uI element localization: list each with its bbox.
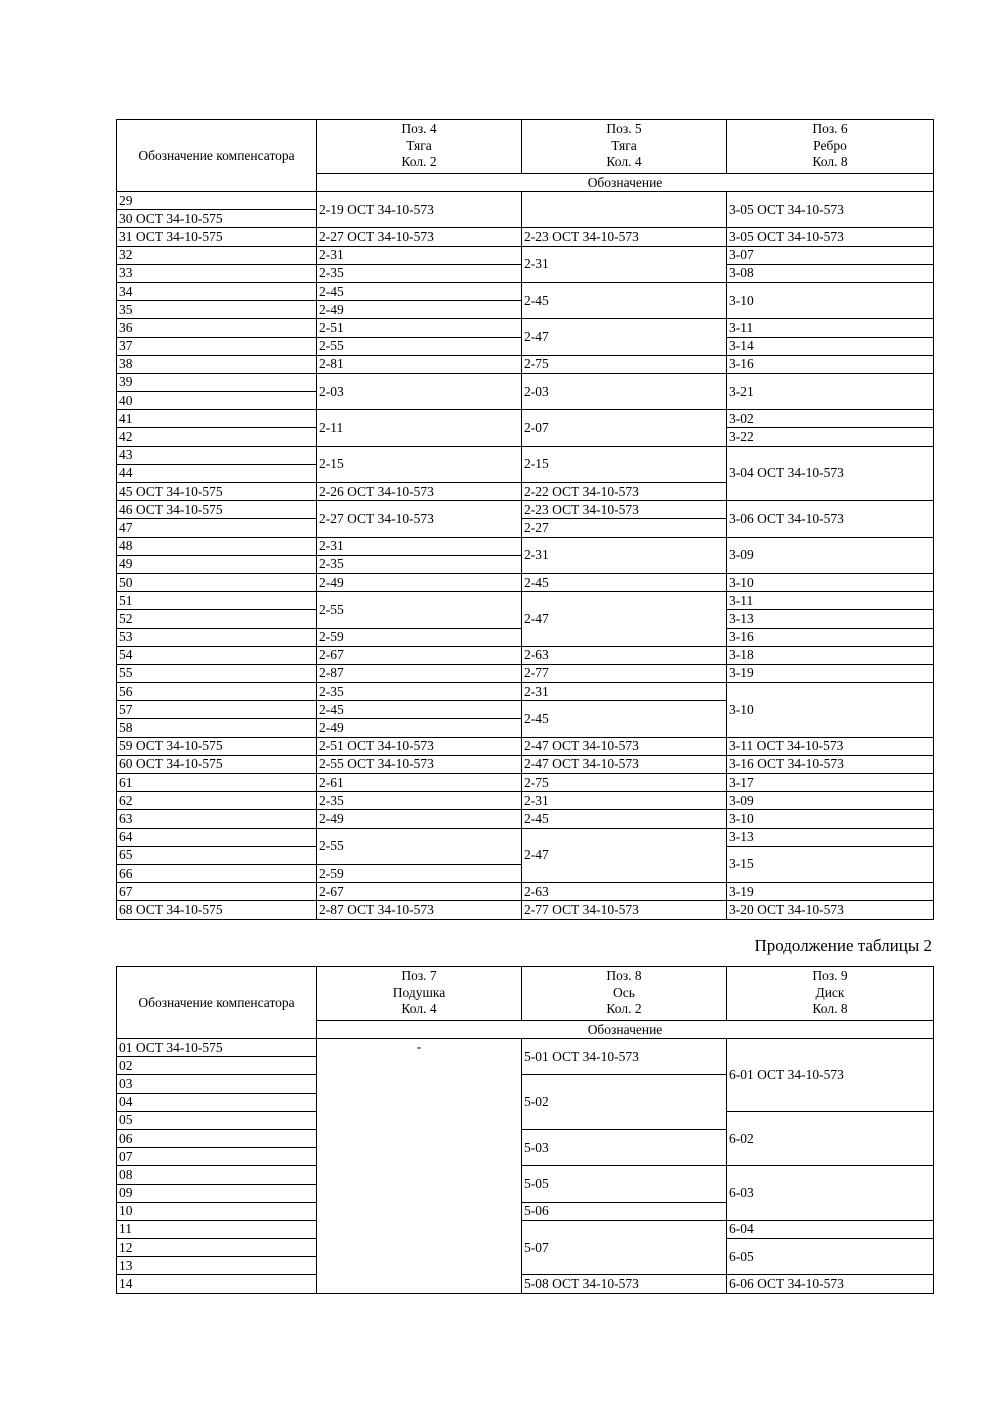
cell-pos6: 3-11: [727, 592, 934, 610]
cell-pos4: 2-49: [317, 719, 522, 737]
cell-pos5: 2-45: [522, 810, 727, 828]
row-label: 65: [117, 846, 317, 864]
cell-pos4: 2-45: [317, 282, 522, 300]
cell-pos5: 2-77 ОСТ 34-10-573: [522, 901, 727, 919]
row-label: 66: [117, 864, 317, 882]
cell-pos5: 2-47: [522, 592, 727, 647]
cell-pos4: 2-26 ОСТ 34-10-573: [317, 483, 522, 501]
cell-pos5: 2-15: [522, 446, 727, 482]
row-label: 07: [117, 1148, 317, 1166]
row-label: 60 ОСТ 34-10-575: [117, 755, 317, 773]
cell-pos4: 2-55: [317, 828, 522, 864]
row-label: 63: [117, 810, 317, 828]
row-label: 32: [117, 246, 317, 264]
row-label: 38: [117, 355, 317, 373]
table-row: [117, 446, 934, 464]
row-label: 68 ОСТ 34-10-575: [117, 901, 317, 919]
row-label: 01 ОСТ 34-10-575: [117, 1039, 317, 1057]
table-row: [117, 792, 934, 810]
row-label: 62: [117, 792, 317, 810]
cell-pos4: 2-27 ОСТ 34-10-573: [317, 501, 522, 537]
row-label: 58: [117, 719, 317, 737]
cell-pos5: 2-23 ОСТ 34-10-573: [522, 501, 727, 519]
cell-pos5: 2-45: [522, 282, 727, 318]
row-label: 50: [117, 573, 317, 591]
row-label: 02: [117, 1057, 317, 1075]
cell-pos9: 6-01 ОСТ 34-10-573: [727, 1039, 934, 1112]
table-row: [117, 1220, 934, 1238]
cell-pos8: 5-05: [522, 1166, 727, 1202]
cell-pos5: 2-31: [522, 246, 727, 282]
table-row: [117, 228, 934, 246]
table-row: [117, 883, 934, 901]
cell-pos6: 3-19: [727, 664, 934, 682]
row-label: 53: [117, 628, 317, 646]
cell-pos4: 2-31: [317, 537, 522, 555]
row-label: 45 ОСТ 34-10-575: [117, 483, 317, 501]
cell-pos5: 2-27: [522, 519, 727, 537]
cell-pos5: 2-31: [522, 537, 727, 573]
cell-pos4: 2-59: [317, 864, 522, 882]
cell-pos6: 3-09: [727, 537, 934, 573]
row-label: 11: [117, 1220, 317, 1238]
cell-pos6: 3-10: [727, 810, 934, 828]
cell-pos6: 3-10: [727, 282, 934, 318]
row-label: 41: [117, 410, 317, 428]
row-label: 44: [117, 464, 317, 482]
row-label: 35: [117, 301, 317, 319]
row-label: 14: [117, 1275, 317, 1293]
cell-pos6: 3-05 ОСТ 34-10-573: [727, 192, 934, 228]
table-row: [117, 683, 934, 701]
row-label: 39: [117, 373, 317, 391]
row-label: 61: [117, 774, 317, 792]
cell-pos6: 3-09: [727, 792, 934, 810]
table-header-row: [117, 120, 934, 174]
table-row: [117, 1166, 934, 1184]
cell-pos4: 2-87: [317, 664, 522, 682]
cell-pos6: 3-20 ОСТ 34-10-573: [727, 901, 934, 919]
table-row: [117, 373, 934, 391]
cell-pos4: 2-55: [317, 337, 522, 355]
table-row: [117, 646, 934, 664]
cell-pos4: 2-35: [317, 555, 522, 573]
pos8-header: Поз. 8 Ось Кол. 2: [522, 967, 727, 1021]
cell-pos8: 5-02: [522, 1075, 727, 1130]
row-label: 08: [117, 1166, 317, 1184]
table-row: [117, 246, 934, 264]
cell-pos4: 2-49: [317, 573, 522, 591]
table-row: [117, 410, 934, 428]
row-label: 48: [117, 537, 317, 555]
cell-pos4: 2-35: [317, 683, 522, 701]
cell-pos6: 3-06 ОСТ 34-10-573: [727, 501, 934, 537]
cell-pos6: 3-05 ОСТ 34-10-573: [727, 228, 934, 246]
cell-pos4: 2-35: [317, 792, 522, 810]
pos7-header: Поз. 7 Подушка Кол. 4: [317, 967, 522, 1021]
table-row: [117, 573, 934, 591]
row-label: 49: [117, 555, 317, 573]
cell-pos4: 2-61: [317, 774, 522, 792]
cell-pos8: 5-08 ОСТ 34-10-573: [522, 1275, 727, 1293]
cell-pos4: 2-81: [317, 355, 522, 373]
cell-pos4: 2-45: [317, 701, 522, 719]
row-label: 12: [117, 1239, 317, 1257]
cell-pos4: 2-55 ОСТ 34-10-573: [317, 755, 522, 773]
specification-table-part-2: [116, 966, 934, 1294]
row-label: 31 ОСТ 34-10-575: [117, 228, 317, 246]
row-label: 30 ОСТ 34-10-575: [117, 210, 317, 228]
cell-pos4: 2-27 ОСТ 34-10-573: [317, 228, 522, 246]
table-row: [117, 501, 934, 519]
row-label: 03: [117, 1075, 317, 1093]
cell-pos5: 2-23 ОСТ 34-10-573: [522, 228, 727, 246]
designation-header: Обозначение компенсатора: [117, 967, 317, 1039]
cell-pos5: 2-22 ОСТ 34-10-573: [522, 483, 727, 501]
cell-pos9: 6-06 ОСТ 34-10-573: [727, 1275, 934, 1293]
table-row: [117, 1275, 934, 1293]
row-label: 64: [117, 828, 317, 846]
cell-pos5: 2-75: [522, 355, 727, 373]
row-label: 04: [117, 1093, 317, 1111]
cell-pos4: 2-59: [317, 628, 522, 646]
cell-pos4: 2-15: [317, 446, 522, 482]
cell-pos5: 2-47: [522, 828, 727, 883]
row-label: 09: [117, 1184, 317, 1202]
cell-pos4: 2-67: [317, 883, 522, 901]
cell-pos8: 5-03: [522, 1129, 727, 1165]
row-label: 43: [117, 446, 317, 464]
cell-pos6: 3-13: [727, 610, 934, 628]
row-label: 29: [117, 192, 317, 210]
cell-pos9: 6-02: [727, 1111, 934, 1166]
table-row: [117, 1039, 934, 1057]
row-label: 33: [117, 264, 317, 282]
table-row: [117, 592, 934, 610]
row-label: 57: [117, 701, 317, 719]
cell-pos5: 2-03: [522, 373, 727, 409]
cell-pos4: 2-51: [317, 319, 522, 337]
table-row: [117, 319, 934, 337]
cell-pos4: 2-49: [317, 810, 522, 828]
row-label: 34: [117, 282, 317, 300]
cell-pos9: 6-03: [727, 1166, 934, 1221]
cell-pos8: 5-06: [522, 1202, 727, 1220]
table-row: [117, 737, 934, 755]
cell-pos6: 3-04 ОСТ 34-10-573: [727, 446, 934, 501]
cell-pos4: 2-87 ОСТ 34-10-573: [317, 901, 522, 919]
cell-pos5: 2-63: [522, 646, 727, 664]
continuation-title: Продолжение таблицы 2: [754, 936, 932, 955]
cell-pos6: 3-10: [727, 683, 934, 738]
cell-pos5: 2-47 ОСТ 34-10-573: [522, 737, 727, 755]
cell-pos5: 2-45: [522, 573, 727, 591]
cell-pos6: 3-21: [727, 373, 934, 409]
cell-pos8: 5-07: [522, 1220, 727, 1275]
row-label: 54: [117, 646, 317, 664]
table-row: [117, 828, 934, 846]
table-header-row: [117, 967, 934, 1021]
row-label: 10: [117, 1202, 317, 1220]
cell-pos5: [522, 192, 727, 228]
row-label: 51: [117, 592, 317, 610]
table-row: [117, 810, 934, 828]
cell-pos5: 2-47 ОСТ 34-10-573: [522, 755, 727, 773]
cell-pos6: 3-19: [727, 883, 934, 901]
cell-pos5: 2-07: [522, 410, 727, 446]
cell-pos6: 3-17: [727, 774, 934, 792]
cell-pos6: 3-15: [727, 846, 934, 882]
cell-pos6: 3-16: [727, 628, 934, 646]
table-row: [117, 755, 934, 773]
cell-pos5: 2-31: [522, 683, 727, 701]
row-label: 36: [117, 319, 317, 337]
cell-pos4: 2-35: [317, 264, 522, 282]
row-label: 40: [117, 392, 317, 410]
cell-pos6: 3-02: [727, 410, 934, 428]
row-label: 47: [117, 519, 317, 537]
designation-subheader: Обозначение: [317, 1021, 934, 1039]
row-label: 42: [117, 428, 317, 446]
cell-pos4: 2-19 ОСТ 34-10-573: [317, 192, 522, 228]
row-label: 59 ОСТ 34-10-575: [117, 737, 317, 755]
row-label: 06: [117, 1129, 317, 1147]
cell-pos4: 2-55: [317, 592, 522, 628]
cell-pos6: 3-11: [727, 319, 934, 337]
cell-pos5: 2-77: [522, 664, 727, 682]
table-row: [117, 901, 934, 919]
row-label: 52: [117, 610, 317, 628]
cell-pos6: 3-16: [727, 355, 934, 373]
cell-pos6: 3-13: [727, 828, 934, 846]
row-label: 56: [117, 683, 317, 701]
row-label: 55: [117, 664, 317, 682]
cell-pos4: 2-03: [317, 373, 522, 409]
cell-pos8: 5-01 ОСТ 34-10-573: [522, 1039, 727, 1075]
cell-pos4: 2-49: [317, 301, 522, 319]
pos5-header: Поз. 5 Тяга Кол. 4: [522, 120, 727, 174]
designation-subheader: Обозначение: [317, 174, 934, 192]
cell-pos5: 2-31: [522, 792, 727, 810]
cell-pos6: 3-11 ОСТ 34-10-573: [727, 737, 934, 755]
cell-pos9: 6-04: [727, 1220, 934, 1238]
table-row: [117, 282, 934, 300]
pos6-header: Поз. 6 Ребро Кол. 8: [727, 120, 934, 174]
cell-pos6: 3-22: [727, 428, 934, 446]
pos9-header: Поз. 9 Диск Кол. 8: [727, 967, 934, 1021]
table-row: [117, 537, 934, 555]
row-label: 13: [117, 1257, 317, 1275]
row-label: 05: [117, 1111, 317, 1129]
cell-pos9: 6-05: [727, 1239, 934, 1275]
specification-table-part-1: [116, 119, 934, 920]
pos4-header: Поз. 4 Тяга Кол. 2: [317, 120, 522, 174]
cell-pos5: 2-63: [522, 883, 727, 901]
cell-pos5: 2-47: [522, 319, 727, 355]
cell-pos4: 2-31: [317, 246, 522, 264]
table-row: [117, 774, 934, 792]
cell-pos6: 3-08: [727, 264, 934, 282]
cell-pos6: 3-14: [727, 337, 934, 355]
cell-pos4: 2-11: [317, 410, 522, 446]
table-row: [117, 664, 934, 682]
table-row: [117, 192, 934, 210]
cell-pos6: 3-07: [727, 246, 934, 264]
row-label: 67: [117, 883, 317, 901]
row-label: 37: [117, 337, 317, 355]
cell-pos4: 2-67: [317, 646, 522, 664]
cell-pos6: 3-18: [727, 646, 934, 664]
designation-header: Обозначение компенсатора: [117, 120, 317, 192]
cell-pos5: 2-75: [522, 774, 727, 792]
cell-pos6: 3-10: [727, 573, 934, 591]
cell-pos7: -: [317, 1039, 522, 1294]
cell-pos4: 2-51 ОСТ 34-10-573: [317, 737, 522, 755]
cell-pos5: 2-45: [522, 701, 727, 737]
cell-pos6: 3-16 ОСТ 34-10-573: [727, 755, 934, 773]
table-row: [117, 355, 934, 373]
row-label: 46 ОСТ 34-10-575: [117, 501, 317, 519]
